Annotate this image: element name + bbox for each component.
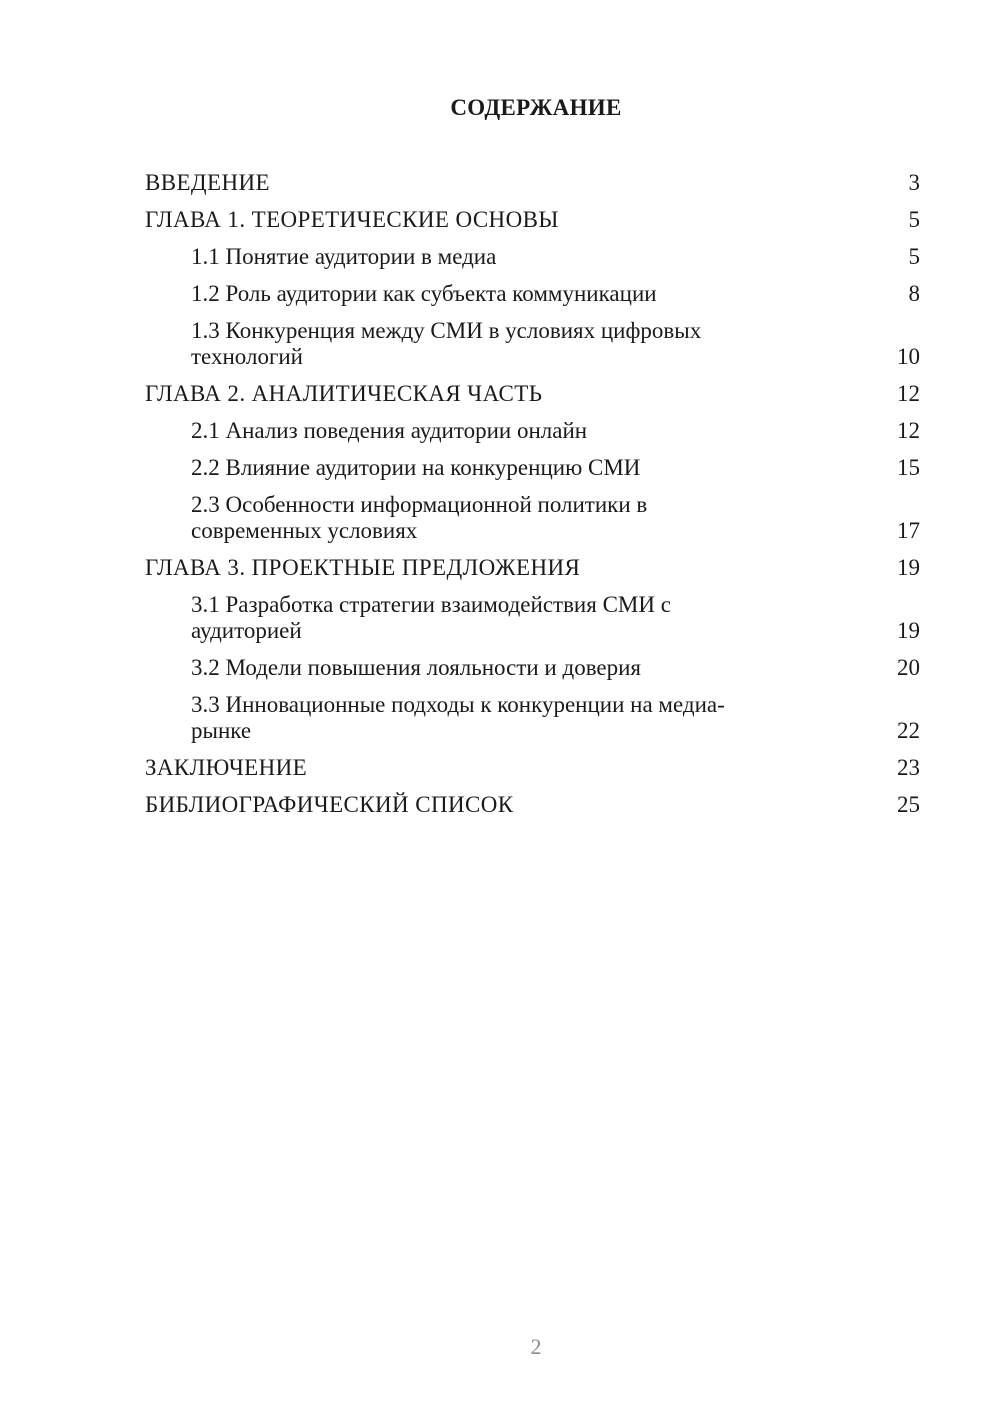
toc-entry-bibliography[interactable] — [145, 792, 920, 818]
toc-entry-chapter-1[interactable] — [145, 207, 920, 233]
toc-entry-page: 22 — [897, 718, 920, 743]
toc-entry-section-2-1[interactable] — [145, 418, 920, 444]
toc-entry-section-2-2[interactable] — [145, 455, 920, 481]
toc-entry-page: 23 — [897, 755, 920, 780]
toc-entry-page: 8 — [908, 281, 920, 306]
toc-entry-introduction[interactable] — [145, 170, 920, 196]
toc-entry-page: 5 — [908, 207, 920, 232]
toc-entry-page: 5 — [908, 244, 920, 269]
toc-entry-label: БИБЛИОГРАФИЧЕСКИЙ СПИСОК — [145, 792, 514, 817]
toc-entry-label: ВВЕДЕНИЕ — [145, 170, 270, 195]
page-title: СОДЕРЖАНИЕ — [450, 95, 622, 120]
toc-entry-page: 20 — [897, 655, 920, 680]
toc-entry-page: 12 — [897, 418, 920, 443]
toc-entry-label: 3.2 Модели повышения лояльности и доверия — [191, 655, 642, 680]
toc-entry-section-1-2[interactable] — [145, 281, 920, 307]
toc-entry-label: 2.2 Влияние аудитории на конкуренцию СМИ — [191, 455, 641, 480]
toc-entry-page: 10 — [897, 344, 920, 369]
toc-entry-page: 19 — [897, 555, 920, 580]
toc-entry-page: 19 — [897, 618, 920, 643]
toc-entry-section-1-3[interactable] — [145, 318, 920, 370]
toc-entry-section-3-2[interactable] — [145, 655, 920, 681]
toc-entry-chapter-3[interactable] — [145, 555, 920, 581]
toc-entry-label: ГЛАВА 1. ТЕОРЕТИЧЕСКИЕ ОСНОВЫ — [145, 207, 559, 232]
toc-entry-section-3-3[interactable] — [145, 692, 920, 744]
toc-entry-section-2-3[interactable] — [145, 492, 920, 544]
toc-entry-label: 1.3 Конкуренция между СМИ в условиях цифровых технологий — [191, 318, 702, 369]
toc-entry-label: ЗАКЛЮЧЕНИЕ — [145, 755, 308, 780]
toc-entry-page: 12 — [897, 381, 920, 406]
toc-entry-section-1-1[interactable] — [145, 244, 920, 270]
toc-entry-label: 1.2 Роль аудитории как субъекта коммуникации — [191, 281, 657, 306]
toc-entry-label: 2.3 Особенности информационной политики в современных условиях — [191, 492, 648, 543]
toc-entry-page: 25 — [897, 792, 920, 817]
toc-entry-label: 1.1 Понятие аудитории в медиа — [191, 244, 497, 269]
page-number: 2 — [530, 1334, 542, 1359]
toc-entry-page: 15 — [897, 455, 920, 480]
toc-entry-page: 3 — [908, 170, 920, 195]
toc-entry-label: 3.3 Инновационные подходы к конкуренции на медиа-рынке — [191, 692, 725, 743]
toc-entry-conclusion[interactable] — [145, 755, 920, 781]
toc-entry-label: 2.1 Анализ поведения аудитории онлайн — [191, 418, 588, 443]
toc-entry-page: 17 — [897, 518, 920, 543]
toc-entry-label: ГЛАВА 3. ПРОЕКТНЫЕ ПРЕДЛОЖЕНИЯ — [145, 555, 581, 580]
toc-entry-label: 3.1 Разработка стратегии взаимодействия СМИ с аудиторией — [191, 592, 671, 643]
toc-entry-section-3-1[interactable] — [145, 592, 920, 644]
table-of-contents — [145, 170, 920, 829]
toc-entry-chapter-2[interactable] — [145, 381, 920, 407]
toc-entry-label: ГЛАВА 2. АНАЛИТИЧЕСКАЯ ЧАСТЬ — [145, 381, 543, 406]
